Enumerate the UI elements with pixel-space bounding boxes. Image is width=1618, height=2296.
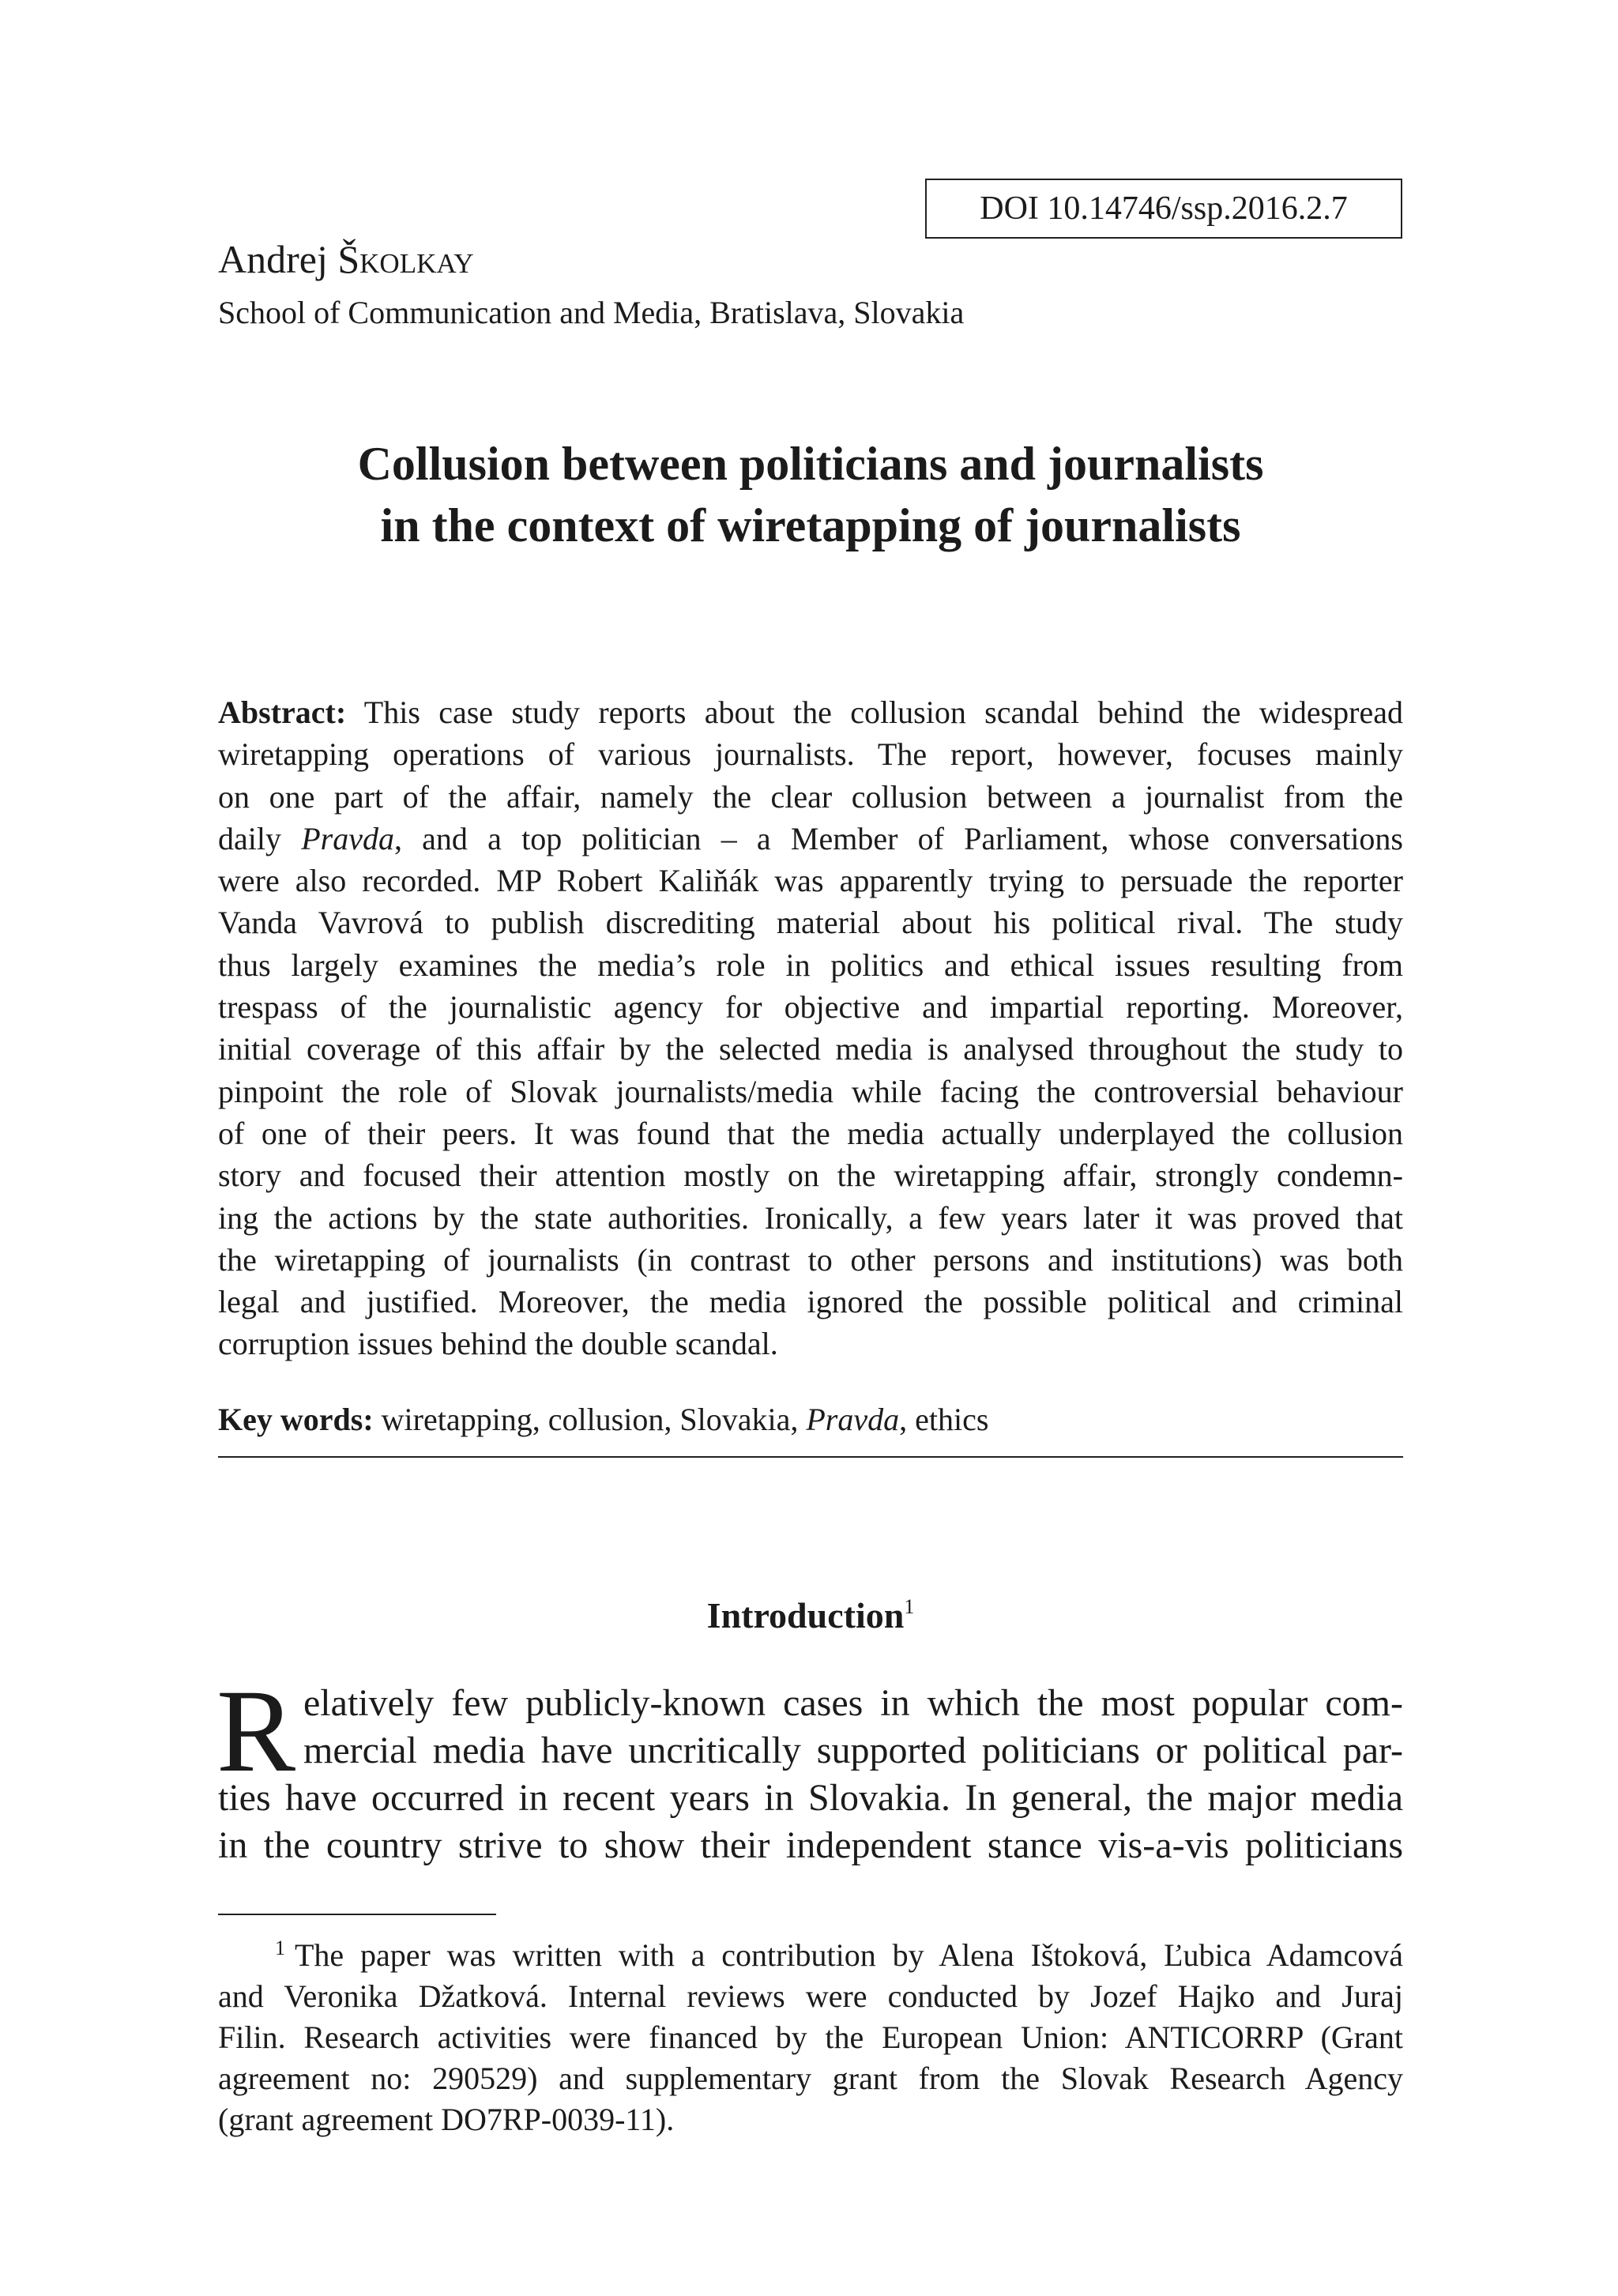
drop-cap: R xyxy=(216,1666,296,1797)
keywords-divider xyxy=(218,1456,1403,1458)
keywords-italic: Pravda xyxy=(806,1402,900,1437)
body-line: elatively few publicly-known cases in which the most popular com- xyxy=(303,1682,1403,1724)
abstract-line: ing the actions by the state authorities. Ironically, a few years later it was proved that xyxy=(218,1199,1403,1236)
doi-box: DOI 10.14746/ssp.2016.2.7 xyxy=(925,179,1402,239)
paper-title xyxy=(218,433,1403,556)
footnote-line: Filin. Research activities were financed by the European Union: ANTICORRP (Grant xyxy=(218,2019,1403,2055)
abstract-line: Vanda Vavrová to publish discrediting material about his political rival. The study xyxy=(218,905,1403,941)
abstract-line: the wiretapping of journalists (in contrast to other persons and institutions) was both xyxy=(218,1241,1403,1278)
abstract-line: were also recorded. MP Robert Kaliňák was apparently trying to persuade the reporter xyxy=(218,863,1403,899)
abstract-line: legal and justified. Moreover, the media ignored the possible political and criminal xyxy=(218,1284,1403,1320)
abstract-line: thus largely examines the media’s role in politics and ethical issues resulting from xyxy=(218,947,1403,983)
pravda-italic: Pravda xyxy=(301,820,394,856)
title-line-2: in the context of wiretapping of journalists xyxy=(380,499,1241,551)
footnote-line: $^1$ The paper was written with a contribution by Alena Ištoková, Ľubica Adamcová xyxy=(275,1937,1403,1973)
footnote-line: (grant agreement DO7RP-0039-11). xyxy=(218,2102,675,2137)
abstract xyxy=(218,691,1403,1365)
author-affiliation: School of Communication and Media, Bratislava, Slovakia xyxy=(218,295,965,330)
body-line: ties have occurred in recent years in Slovakia. In general, the major media xyxy=(218,1777,1403,1819)
abstract-line: on one part of the affair, namely the clear collusion between a journalist from the xyxy=(218,778,1403,815)
section-heading-introduction: Introduction$^1$ xyxy=(706,1595,915,1635)
abstract-line: of one of their peers. It was found that the media actually underplayed the collusion xyxy=(218,1115,1403,1151)
abstract-line: initial coverage of this affair by the selected media is analysed throughout the study to xyxy=(218,1031,1403,1067)
footnote-line: and Veronika Džatková. Internal reviews were conducted by Jozef Hajko and Juraj xyxy=(218,1978,1403,2014)
author-name xyxy=(218,235,474,283)
footnote-line: agreement no: 290529) and supplementary grant from the Slovak Research Agency xyxy=(218,2061,1403,2096)
footnote-ref: 1 xyxy=(904,1595,915,1618)
abstract-line: daily Pravda, and a top politician – a Member of Parliament, whose conversations xyxy=(218,820,1403,856)
footnote xyxy=(218,1928,1403,2140)
keywords-label: Key words: xyxy=(218,1402,374,1437)
author-last-name: Školkay xyxy=(337,237,474,281)
abstract-label: Abstract: xyxy=(218,694,347,730)
footnote-mark: 1 xyxy=(275,1937,285,1959)
body-line: in the country strive to show their independent stance vis-a-vis politicians xyxy=(218,1824,1403,1866)
title-line-1: Collusion between politicians and journalists xyxy=(357,438,1264,490)
body-line: mercial media have uncritically supported politicians or political par- xyxy=(303,1730,1403,1771)
keywords: Key words: wiretapping, collusion, Slovakia, Pravda, ethics xyxy=(218,1402,989,1437)
abstract-line: story and focused their attention mostly on the wiretapping affair, strongly condemn- xyxy=(218,1157,1403,1194)
abstract-line: corruption issues behind the double scandal. xyxy=(218,1326,778,1362)
author-first-name: Andrej xyxy=(218,237,328,281)
abstract-line: trespass of the journalistic agency for objective and impartial reporting. Moreover, xyxy=(218,989,1403,1026)
footnote-divider xyxy=(218,1914,496,1915)
abstract-line: pinpoint the role of Slovak journalists/media while facing the controversial behaviour xyxy=(218,1073,1403,1109)
abstract-line: Abstract: This case study reports about the collusion scandal behind the widespread xyxy=(218,694,1403,730)
abstract-line: wiretapping operations of various journalists. The report, however, focuses mainly xyxy=(218,736,1403,773)
